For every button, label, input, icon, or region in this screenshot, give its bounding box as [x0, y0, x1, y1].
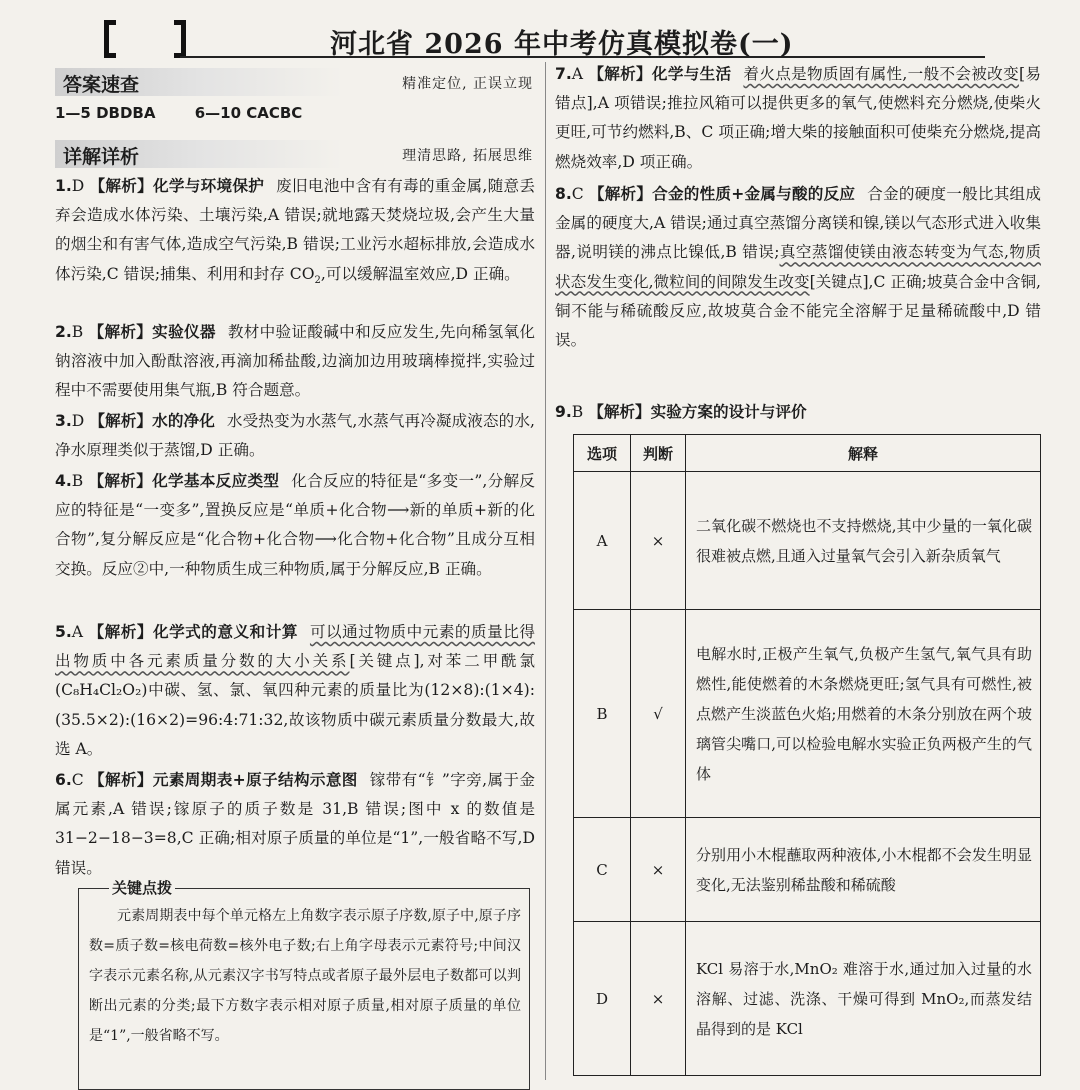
table-row: [574, 922, 1041, 1076]
explanation-text: 教材中验证酸碱中和反应发生,先向稀氢氧化钠溶液中加入酚酞溶液,再滴加稀盐酸,边滴加边用玻璃棒搅拌,实验过程中不需要使用集气瓶,B 符合题意。: [55, 323, 535, 400]
topic-label: 实验方案的设计与评价: [650, 403, 807, 421]
section-motto: 精准定位, 正误立现: [402, 76, 533, 92]
key-point-underline: 着火点是物质固有属性,一般不会被改变: [743, 65, 1019, 83]
answer-letter: A: [71, 623, 84, 641]
explanation-text: ,可以缓解温室效应,D 正确。: [320, 264, 520, 283]
key-point-mark: [易错点]: [555, 65, 1041, 113]
analysis-tag: 【解析】: [88, 472, 153, 490]
answer-letter: D: [71, 412, 85, 430]
question-number: 7.: [555, 65, 572, 83]
topic-label: 化学与环境保护: [153, 177, 265, 195]
answer-letter: B: [71, 323, 84, 341]
topic-label: 元素周期表+原子结构示意图: [152, 771, 358, 789]
section-motto: 理清思路, 拓展思维: [402, 148, 533, 164]
key-point-underline: 真空蒸馏使镁由液态转变为气态,物质状态发生变化,微粒间的间隙发生改变: [555, 243, 1041, 291]
section-bar-answers: [55, 68, 535, 96]
analysis-tag: 【解析】: [588, 403, 651, 421]
topic-label: 合金的性质+金属与酸的反应: [652, 185, 856, 203]
option-cell: D: [574, 922, 631, 1076]
key-tip-label: 关键点拨: [109, 877, 175, 898]
explanation-q1: [55, 172, 535, 295]
section-title: 答案速查: [63, 74, 140, 96]
answer-letter: B: [571, 403, 584, 421]
option-cell: B: [574, 610, 631, 818]
explanation-text: 化合反应的特征是“多变一”,分解反应的特征是“一变多”,置换反应是“单质+化合物⟶新的单质+新的化合物”,复分解反应是“化合物+化合物⟶化合物+化合物”且成分互相交换。反应②中,一种物质生成三种物质,属于分解反应,B 正确。: [55, 472, 535, 578]
analysis-tag: 【解析】: [588, 185, 653, 203]
key-point-underline: 可以通过物质中元素的质量比得出物质中各元素质量分数的大小关系: [55, 623, 535, 671]
section-bar-details: [55, 140, 535, 168]
key-point-mark: [关键点]: [349, 652, 420, 671]
explanation-text: 合金的硬度一般比其组成金属的硬度大,A 错误;通过真空蒸馏分离镁和镍,镁以气态形式进入收集器,说明镁的沸点比镍低,B 错误;: [555, 185, 1041, 262]
explanation-text: ,A 项错误;推拉风箱可以提供更多的氧气,使燃料充分燃烧,使柴火更旺,可节约燃料,B、C 项正确;增大柴的接触面积可使柴充分燃烧,提高燃烧效率,D 项正确。: [555, 94, 1042, 171]
judge-cell: √: [631, 610, 686, 818]
explanation-text: 废旧电池中含有有毒的重金属,随意丢弃会造成水体污染、土壤污染,A 错误;就地露天焚烧垃圾,会产生大量的烟尘和有害气体,造成空气污染,B 错误;工业污水超标排放,会造成水体污染,C 错误;捕集、利用和封存 CO: [55, 177, 535, 283]
explanation-text: 水受热变为水蒸气,水蒸气再冷凝成液态的水,净水原理类似于蒸馏,D 正确。: [55, 412, 535, 460]
analysis-tag: 【解析】: [88, 323, 153, 341]
section-title: 详解详析: [63, 146, 140, 168]
explain-cell: 分别用小木棍蘸取两种液体,小木棍都不会发生明显变化,无法鉴别稀盐酸和稀硫酸: [686, 818, 1041, 922]
explanation-q4: [55, 467, 535, 584]
judge-cell: ×: [631, 472, 686, 610]
answer-letter: D: [71, 177, 85, 195]
explanation-q5: [55, 618, 535, 764]
page-title: 河北省 2026 年中考仿真模拟卷(一): [330, 29, 794, 60]
option-cell: A: [574, 472, 631, 610]
question-number: 1.: [55, 177, 72, 195]
analysis-tag: 【解析】: [89, 771, 153, 789]
explanation-q9: [555, 398, 1041, 427]
question-number: 2.: [55, 323, 72, 341]
evaluation-table: [573, 434, 1041, 1076]
question-number: 8.: [555, 185, 572, 203]
topic-label: 化学式的意义和计算: [152, 623, 298, 641]
judge-cell: ×: [631, 922, 686, 1076]
table-row: [574, 818, 1041, 922]
topic-label: 水的净化: [152, 412, 215, 430]
question-number: 4.: [55, 472, 72, 490]
explain-cell: 电解水时,正极产生氧气,负极产生氢气,氧气具有助燃性,能使燃着的木条燃烧更旺;氢气具有可燃性,被点燃产生淡蓝色火焰;用燃着的木条分别放在两个玻璃管尖嘴口,可以检验电解水实验正负两极产生的气体: [686, 610, 1041, 818]
explanation-q7: [555, 60, 1041, 177]
topic-label: 化学与生活: [651, 65, 732, 83]
table-row: [574, 610, 1041, 818]
question-number: 5.: [55, 623, 72, 641]
explain-cell: KCl 易溶于水,MnO₂ 难溶于水,通过加入过量的水溶解、过滤、洗涤、干燥可得到 MnO₂,而蒸发结晶得到的是 KCl: [686, 922, 1041, 1076]
answer-group: 1—5 DBDBA: [55, 104, 156, 122]
explain-cell: 二氧化碳不燃烧也不支持燃烧,其中少量的一氧化碳很难被点燃,且通入过量氧气会引入新杂质氧气: [686, 472, 1041, 610]
analysis-tag: 【解析】: [89, 412, 153, 430]
subscript: 2: [314, 274, 321, 286]
key-point-mark: [关键点]: [809, 272, 869, 291]
judge-cell: ×: [631, 818, 686, 922]
answer-key: [55, 104, 336, 122]
explanation-q3: [55, 407, 535, 465]
explanation-text: ,C 正确;坡莫合金中含铜,铜不能与稀硫酸反应,故坡莫合金不能完全溶解于足量稀硫酸中,D 错误。: [555, 272, 1042, 350]
analysis-tag: 【解析】: [588, 65, 652, 83]
answer-group: 6—10 CACBC: [194, 104, 303, 122]
column-divider: [545, 62, 546, 1080]
explanation-text: ,对苯二甲酰氯(C₈H₄Cl₂O₂)中碳、氢、氯、氧四种元素的质量比为(12×8):(1×4):(35.5×2):(16×2)=96:4:71:32,故该物质中碳元素质量分数最大,故选 A。: [55, 652, 535, 758]
page-number-bracket: [104, 20, 186, 58]
column-header: 判断: [631, 435, 686, 472]
column-header: 选项: [574, 435, 631, 472]
key-tip-box: [78, 879, 530, 1090]
question-number: 9.: [555, 403, 572, 421]
answer-letter: C: [571, 185, 584, 203]
answer-letter: C: [71, 771, 84, 789]
table-row: [574, 472, 1041, 610]
explanation-q6: [55, 766, 535, 883]
key-tip-text: 元素周期表中每个单元格左上角数字表示原子序数,原子中,原子序数=质子数=核电荷数=核外电子数;右上角字母表示元素符号;中间汉字表示元素名称,从元素汉字书写特点或者原子最外层电子数都可以判断出元素的分类;最下方数字表示相对原子质量,相对原子质量的单位是“1”,一般省略不写。: [89, 908, 521, 1044]
explanation-text: 镓带有“钅”字旁,属于金属元素,A 错误;镓原子的质子数是 31,B 错误;图中 x 的数值是 31−2−18−3=8,C 正确;相对原子质量的单位是“1”,一般省略不写,D 错误。: [55, 771, 535, 877]
explanation-q8: [555, 180, 1041, 355]
answer-letter: B: [71, 472, 84, 490]
answer-letter: A: [571, 65, 584, 83]
option-cell: C: [574, 818, 631, 922]
explanation-q2: [55, 318, 535, 406]
analysis-tag: 【解析】: [89, 177, 154, 195]
question-number: 6.: [55, 771, 72, 789]
topic-label: 实验仪器: [152, 323, 216, 341]
column-header: 解释: [686, 435, 1041, 472]
question-number: 3.: [55, 412, 72, 430]
table-header-row: [574, 435, 1041, 472]
analysis-tag: 【解析】: [88, 623, 153, 641]
topic-label: 化学基本反应类型: [152, 472, 280, 490]
